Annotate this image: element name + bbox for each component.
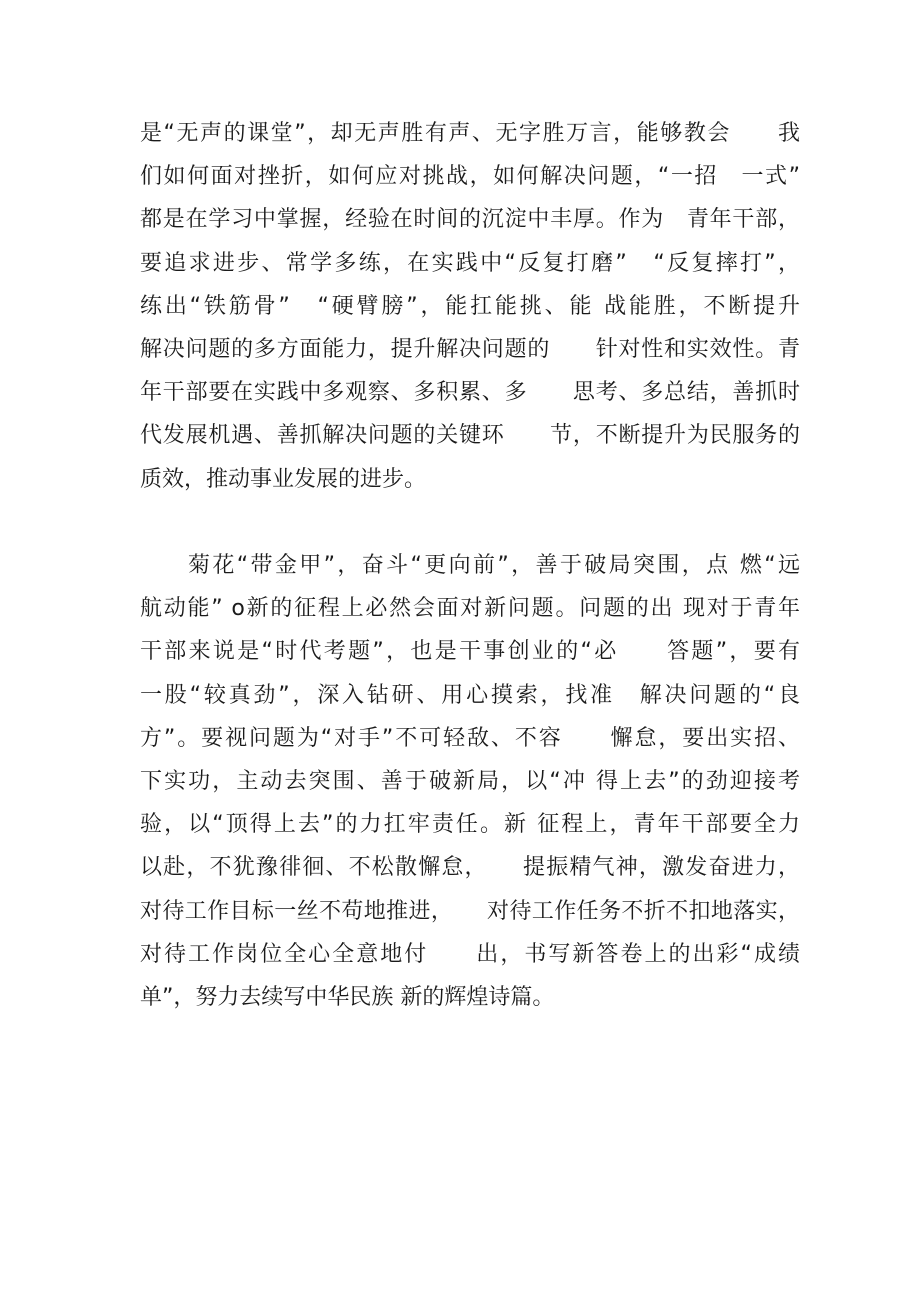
text-line: 对待工作岗位全心全意地付 出，书写新答卷上的出彩“成绩 bbox=[140, 941, 800, 967]
text-line: 是“无声的课堂”，却无声胜有声、无字胜万言，能够教会 我 bbox=[140, 121, 800, 146]
text-line: 下实功，主动去突围、善于破新局，以“冲 得上去”的劲迎接考 bbox=[140, 768, 800, 794]
text-line: 干部来说是“时代考题”，也是干事创业的“必 答题”，要有 bbox=[140, 639, 800, 665]
text-line: 们如何面对挫折，如何应对挑战，如何解决问题，“一招 一式” bbox=[140, 164, 800, 190]
paragraph-2 bbox=[140, 544, 800, 1019]
text-line: 菊花“带金甲”，奋斗“更向前”，善于破局突围，点 燃“远 bbox=[188, 553, 800, 578]
text-line: 质效，推动事业发展的进步。 bbox=[140, 466, 427, 492]
text-line: 要追求进步、常学多练，在实践中“反复打磨” “反复摔打”， bbox=[140, 250, 800, 276]
text-line: 方”。要视问题为“对手”不可轻敌、不容 懈怠，要出实招、 bbox=[140, 725, 800, 751]
paragraph-1 bbox=[140, 112, 800, 501]
text-line: 一股“较真劲”，深入钻研、用心摸索，找准 解决问题的“良 bbox=[140, 682, 800, 708]
text-line: 代发展机遇、善抓解决问题的关键环 节，不断提升为民服务的 bbox=[140, 423, 800, 449]
text-line: 航动能” o新的征程上必然会面对新问题。问题的出 现对于青年 bbox=[140, 596, 800, 622]
text-line: 年干部要在实践中多观察、多积累、多 思考、多总结，善抓时 bbox=[140, 380, 800, 406]
text-line: 验，以“顶得上去”的力扛牢责任。新 征程上，青年干部要全力 bbox=[140, 812, 800, 838]
text-line: 单”，努力去续写中华民族 新的辉煌诗篇。 bbox=[140, 984, 555, 1010]
text-line: 以赴，不犹豫徘徊、不松散懈怠， 提振精气神，激发奋进力， bbox=[140, 855, 800, 881]
text-line: 练出“铁筋骨” “硬臂膀”，能扛能挑、能 战能胜，不断提升 bbox=[140, 293, 800, 319]
text-line: 对待工作目标一丝不苟地推进， 对待工作任务不折不扣地落实， bbox=[140, 898, 800, 924]
text-line: 都是在学习中掌握，经验在时间的沉淀中丰厚。作为 青年干部， bbox=[140, 207, 800, 233]
text-line: 解决问题的多方面能力，提升解决问题的 针对性和实效性。青 bbox=[140, 336, 800, 362]
